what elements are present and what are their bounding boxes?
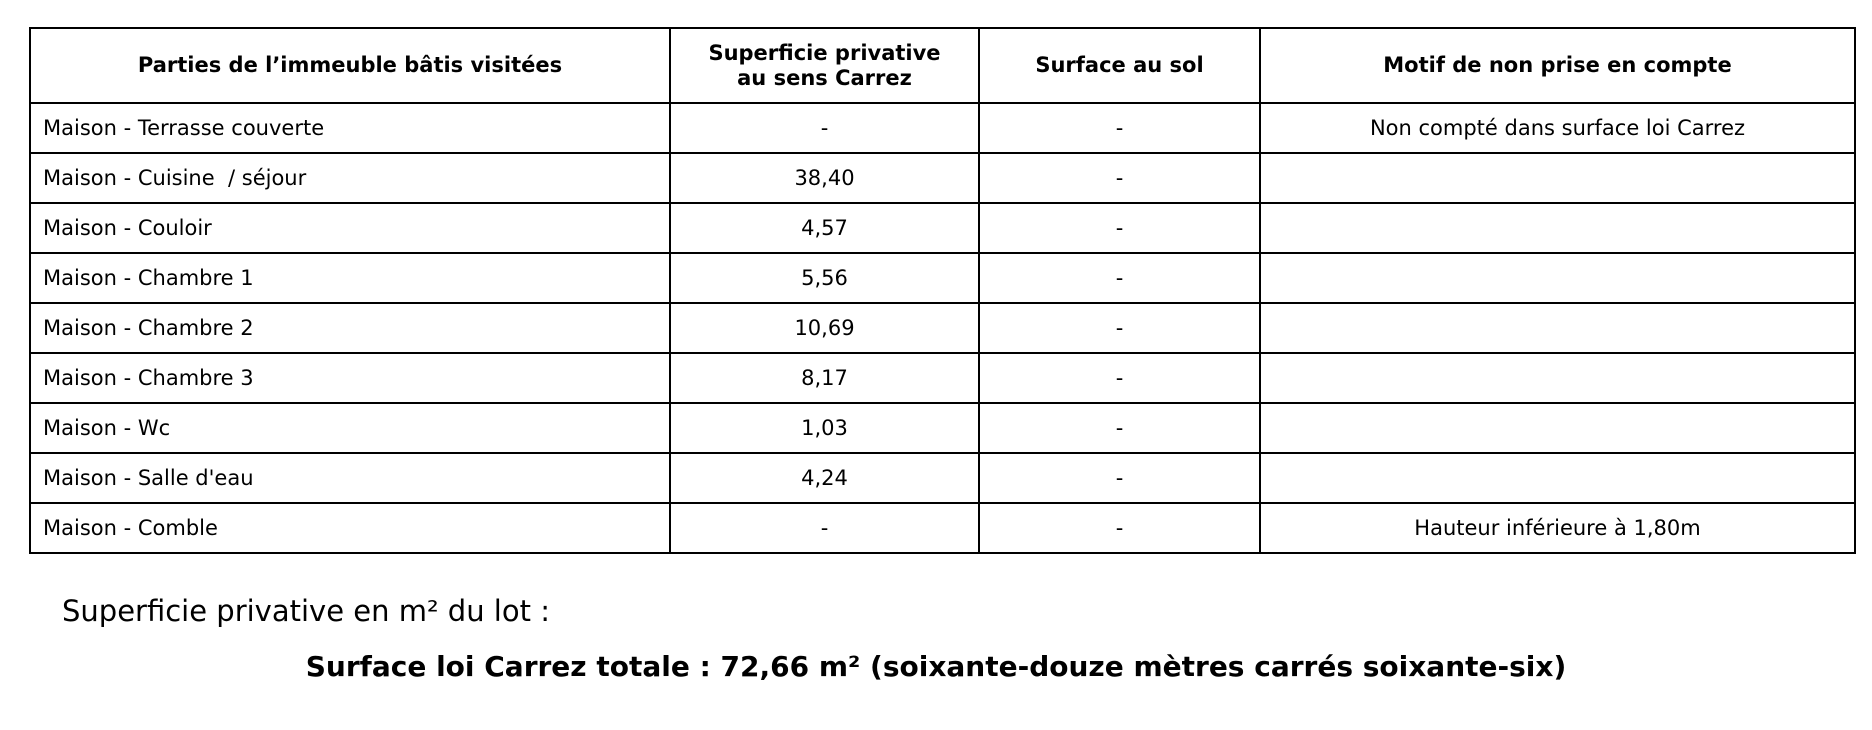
cell-carrez: - [670, 503, 979, 553]
cell-motif [1260, 303, 1855, 353]
table-row [30, 503, 1855, 553]
cell-piece: Maison - Wc [30, 403, 670, 453]
cell-carrez: 1,03 [670, 403, 979, 453]
cell-motif [1260, 353, 1855, 403]
cell-piece: Maison - Cuisine / séjour [30, 153, 670, 203]
cell-sol: - [979, 453, 1260, 503]
cell-carrez: 10,69 [670, 303, 979, 353]
table-row [30, 303, 1855, 353]
cell-piece: Maison - Chambre 1 [30, 253, 670, 303]
cell-motif [1260, 153, 1855, 203]
table-row [30, 353, 1855, 403]
cell-sol: - [979, 503, 1260, 553]
surface-table-container [29, 27, 1854, 554]
surface-table [29, 27, 1856, 554]
header-parties: Parties de l’immeuble bâtis visitées [30, 28, 670, 103]
cell-carrez: 8,17 [670, 353, 979, 403]
cell-sol: - [979, 353, 1260, 403]
superficie-label: Superficie privative en m² du lot : [62, 594, 550, 628]
cell-carrez: 38,40 [670, 153, 979, 203]
cell-carrez: 4,24 [670, 453, 979, 503]
table-row [30, 403, 1855, 453]
cell-sol: - [979, 203, 1260, 253]
cell-sol: - [979, 253, 1260, 303]
cell-motif [1260, 453, 1855, 503]
cell-carrez: 5,56 [670, 253, 979, 303]
cell-sol: - [979, 303, 1260, 353]
cell-sol: - [979, 103, 1260, 153]
cell-motif [1260, 203, 1855, 253]
table-row [30, 153, 1855, 203]
cell-piece: Maison - Salle d'eau [30, 453, 670, 503]
cell-piece: Maison - Comble [30, 503, 670, 553]
cell-sol: - [979, 153, 1260, 203]
table-row [30, 103, 1855, 153]
table-row [30, 203, 1855, 253]
header-superficie-carrez: Superficie privative au sens Carrez [670, 28, 979, 103]
cell-motif: Hauteur inférieure à 1,80m [1260, 503, 1855, 553]
header-motif: Motif de non prise en compte [1260, 28, 1855, 103]
table-row [30, 453, 1855, 503]
cell-piece: Maison - Chambre 2 [30, 303, 670, 353]
cell-carrez: 4,57 [670, 203, 979, 253]
header-surface-sol: Surface au sol [979, 28, 1260, 103]
cell-piece: Maison - Couloir [30, 203, 670, 253]
carrez-total: Surface loi Carrez totale : 72,66 m² (soixante-douze mètres carrés soixante-six) [305, 650, 1567, 683]
cell-piece: Maison - Chambre 3 [30, 353, 670, 403]
cell-motif: Non compté dans surface loi Carrez [1260, 103, 1855, 153]
cell-sol: - [979, 403, 1260, 453]
cell-motif [1260, 253, 1855, 303]
cell-piece: Maison - Terrasse couverte [30, 103, 670, 153]
cell-motif [1260, 403, 1855, 453]
cell-carrez: - [670, 103, 979, 153]
table-header-row [30, 28, 1855, 103]
table-row [30, 253, 1855, 303]
